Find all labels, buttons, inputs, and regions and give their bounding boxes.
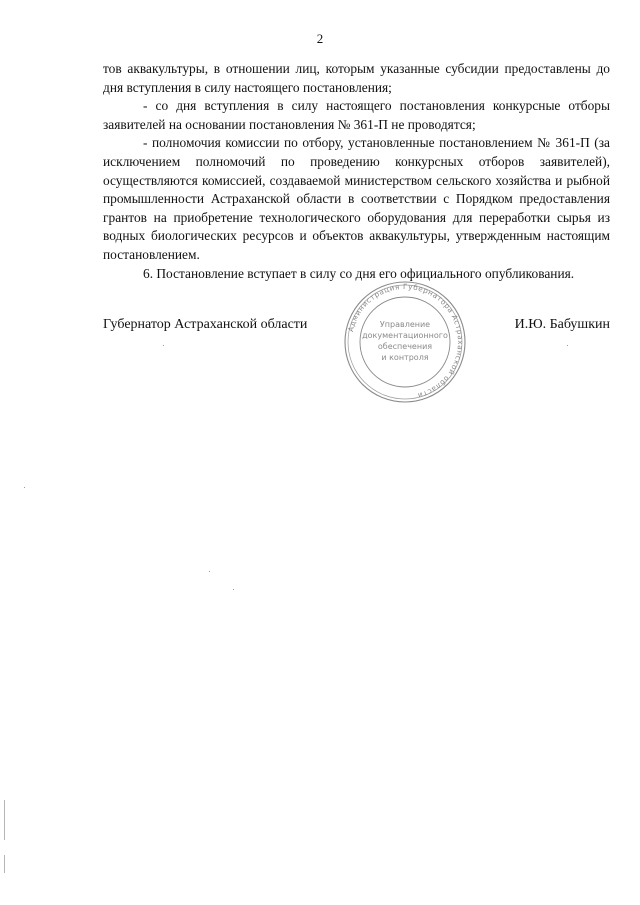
paragraph-commission-powers: - полномочия комиссии по отбору, установленные постановлением № 361-П (за исключением полномочий по проведению конкурсных отборов заявителей), осуществляются комиссией, создаваемой министерством сельского хозяйства и рыбной промышленности Астраханской области в соответствии с Порядком предоставления грантов на приобретение технологического оборудования для переработки сырья из водных биологических ресурсов и объектов аквакультуры, утвержденным настоящим постановлением.: [103, 135, 610, 262]
scan-speck: [209, 571, 210, 572]
paragraph-continuation: тов аквакультуры, в отношении лиц, которым указанные субсидии предоставлены до дня вступления в силу настоящего постановления;: [103, 61, 610, 95]
signer-name: И.Ю. Бабушкин: [514, 317, 610, 332]
stamp-inner-line-4: и контроля: [381, 353, 429, 362]
paragraph-effective-date: 6. Постановление вступает в силу со дня его официального опубликования.: [143, 265, 575, 281]
official-stamp: [340, 280, 470, 405]
page-number: 2: [316, 31, 324, 46]
paragraph-no-competitive-selection: - со дня вступления в силу настоящего постановления конкурсные отборы заявителей на основании постановления № 361-П не проводятся;: [103, 98, 610, 132]
signer-title: Губернатор Астраханской области: [103, 317, 308, 332]
stamp-inner-line-3: обеспечения: [377, 342, 433, 351]
scan-margin-mark: [4, 855, 5, 873]
scan-speck: [163, 345, 164, 346]
scan-speck: [24, 487, 25, 488]
scan-speck: [567, 345, 568, 346]
stamp-inner-line-1: Управление: [379, 320, 431, 329]
document-body: [103, 60, 610, 283]
stamp-outer-text: Администрация Губернатора Астраханской области: [346, 281, 466, 401]
scan-margin-mark: [4, 800, 5, 840]
scan-speck: [233, 589, 234, 590]
stamp-inner-line-2: документационного: [362, 331, 448, 340]
